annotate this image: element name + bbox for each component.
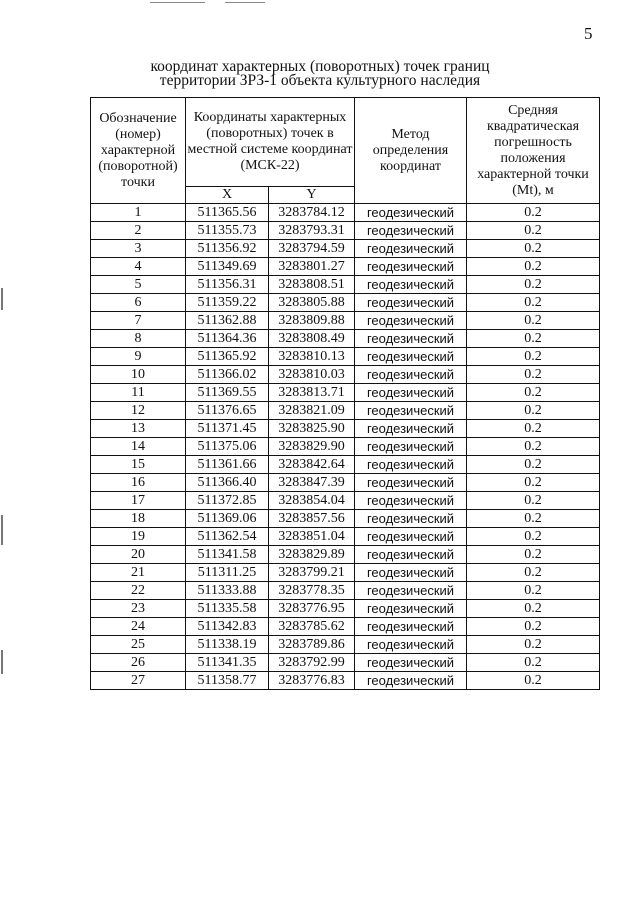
error-cell: 0.2 bbox=[467, 330, 600, 348]
x-coordinate-cell: 511366.02 bbox=[186, 366, 269, 384]
point-number-cell: 18 bbox=[91, 510, 186, 528]
method-cell: геодезический bbox=[355, 222, 467, 240]
method-cell: геодезический bbox=[355, 312, 467, 330]
error-cell: 0.2 bbox=[467, 312, 600, 330]
error-cell: 0.2 bbox=[467, 474, 600, 492]
x-coordinate-cell: 511355.73 bbox=[186, 222, 269, 240]
point-number-cell: 1 bbox=[91, 204, 186, 222]
error-cell: 0.2 bbox=[467, 384, 600, 402]
y-coordinate-cell: 3283810.13 bbox=[269, 348, 355, 366]
point-number-cell: 8 bbox=[91, 330, 186, 348]
method-cell: геодезический bbox=[355, 672, 467, 690]
table-body bbox=[91, 204, 600, 690]
binding-mark bbox=[1, 288, 3, 310]
table-row bbox=[91, 600, 600, 618]
y-coordinate-cell: 3283809.88 bbox=[269, 312, 355, 330]
x-coordinate-cell: 511361.66 bbox=[186, 456, 269, 474]
binding-mark bbox=[1, 650, 3, 674]
x-coordinate-cell: 511341.58 bbox=[186, 546, 269, 564]
x-coordinate-cell: 511311.25 bbox=[186, 564, 269, 582]
error-cell: 0.2 bbox=[467, 528, 600, 546]
error-cell: 0.2 bbox=[467, 402, 600, 420]
header-y: Y bbox=[269, 187, 355, 204]
y-coordinate-cell: 3283776.83 bbox=[269, 672, 355, 690]
y-coordinate-cell: 3283821.09 bbox=[269, 402, 355, 420]
x-coordinate-cell: 511341.35 bbox=[186, 654, 269, 672]
x-coordinate-cell: 511362.54 bbox=[186, 528, 269, 546]
x-coordinate-cell: 511365.92 bbox=[186, 348, 269, 366]
y-coordinate-cell: 3283829.89 bbox=[269, 546, 355, 564]
scan-artifact-rule bbox=[225, 2, 265, 3]
point-number-cell: 24 bbox=[91, 618, 186, 636]
y-coordinate-cell: 3283847.39 bbox=[269, 474, 355, 492]
point-number-cell: 27 bbox=[91, 672, 186, 690]
binding-mark bbox=[1, 515, 3, 545]
page-title bbox=[0, 60, 640, 88]
y-coordinate-cell: 3283808.49 bbox=[269, 330, 355, 348]
point-number-cell: 13 bbox=[91, 420, 186, 438]
y-coordinate-cell: 3283793.31 bbox=[269, 222, 355, 240]
x-coordinate-cell: 511365.56 bbox=[186, 204, 269, 222]
method-cell: геодезический bbox=[355, 510, 467, 528]
point-number-cell: 2 bbox=[91, 222, 186, 240]
method-cell: геодезический bbox=[355, 402, 467, 420]
y-coordinate-cell: 3283810.03 bbox=[269, 366, 355, 384]
table-row bbox=[91, 564, 600, 582]
title-line-1: координат характерных (поворотных) точек границ bbox=[150, 58, 490, 75]
method-cell: геодезический bbox=[355, 654, 467, 672]
table-row bbox=[91, 636, 600, 654]
error-cell: 0.2 bbox=[467, 582, 600, 600]
error-cell: 0.2 bbox=[467, 618, 600, 636]
error-cell: 0.2 bbox=[467, 564, 600, 582]
x-coordinate-cell: 511358.77 bbox=[186, 672, 269, 690]
table-row bbox=[91, 672, 600, 690]
table-row bbox=[91, 420, 600, 438]
point-number-cell: 19 bbox=[91, 528, 186, 546]
x-coordinate-cell: 511371.45 bbox=[186, 420, 269, 438]
table-row bbox=[91, 240, 600, 258]
y-coordinate-cell: 3283778.35 bbox=[269, 582, 355, 600]
y-coordinate-cell: 3283854.04 bbox=[269, 492, 355, 510]
point-number-cell: 14 bbox=[91, 438, 186, 456]
x-coordinate-cell: 511376.65 bbox=[186, 402, 269, 420]
error-cell: 0.2 bbox=[467, 240, 600, 258]
error-cell: 0.2 bbox=[467, 204, 600, 222]
header-error: Средняя квадратическая погрешность положения характерной точки (Mt), м bbox=[467, 98, 600, 204]
x-coordinate-cell: 511335.58 bbox=[186, 600, 269, 618]
error-cell: 0.2 bbox=[467, 366, 600, 384]
point-number-cell: 21 bbox=[91, 564, 186, 582]
x-coordinate-cell: 511369.55 bbox=[186, 384, 269, 402]
method-cell: геодезический bbox=[355, 420, 467, 438]
header-coordinates: Координаты характерных (поворотных) точек в местной системе координат (МСК-22) bbox=[186, 98, 355, 187]
header-x: X bbox=[186, 187, 269, 204]
point-number-cell: 22 bbox=[91, 582, 186, 600]
x-coordinate-cell: 511359.22 bbox=[186, 294, 269, 312]
table-row bbox=[91, 474, 600, 492]
x-coordinate-cell: 511356.31 bbox=[186, 276, 269, 294]
method-cell: геодезический bbox=[355, 330, 467, 348]
table-row bbox=[91, 654, 600, 672]
error-cell: 0.2 bbox=[467, 276, 600, 294]
page-number: 5 bbox=[584, 24, 593, 43]
x-coordinate-cell: 511338.19 bbox=[186, 636, 269, 654]
x-coordinate-cell: 511364.36 bbox=[186, 330, 269, 348]
point-number-cell: 4 bbox=[91, 258, 186, 276]
y-coordinate-cell: 3283808.51 bbox=[269, 276, 355, 294]
method-cell: геодезический bbox=[355, 240, 467, 258]
y-coordinate-cell: 3283794.59 bbox=[269, 240, 355, 258]
table-row bbox=[91, 510, 600, 528]
error-cell: 0.2 bbox=[467, 294, 600, 312]
method-cell: геодезический bbox=[355, 366, 467, 384]
error-cell: 0.2 bbox=[467, 636, 600, 654]
table-row bbox=[91, 330, 600, 348]
header-method: Метод определения координат bbox=[355, 98, 467, 204]
point-number-cell: 11 bbox=[91, 384, 186, 402]
error-cell: 0.2 bbox=[467, 420, 600, 438]
error-cell: 0.2 bbox=[467, 258, 600, 276]
scan-artifact-rule bbox=[150, 2, 205, 3]
table-row bbox=[91, 348, 600, 366]
x-coordinate-cell: 511362.88 bbox=[186, 312, 269, 330]
error-cell: 0.2 bbox=[467, 438, 600, 456]
y-coordinate-cell: 3283829.90 bbox=[269, 438, 355, 456]
table-row bbox=[91, 618, 600, 636]
x-coordinate-cell: 511356.92 bbox=[186, 240, 269, 258]
point-number-cell: 5 bbox=[91, 276, 186, 294]
x-coordinate-cell: 511349.69 bbox=[186, 258, 269, 276]
error-cell: 0.2 bbox=[467, 456, 600, 474]
table-row bbox=[91, 294, 600, 312]
point-number-cell: 9 bbox=[91, 348, 186, 366]
method-cell: геодезический bbox=[355, 294, 467, 312]
table-row bbox=[91, 402, 600, 420]
method-cell: геодезический bbox=[355, 618, 467, 636]
method-cell: геодезический bbox=[355, 348, 467, 366]
point-number-cell: 20 bbox=[91, 546, 186, 564]
table-row bbox=[91, 438, 600, 456]
x-coordinate-cell: 511366.40 bbox=[186, 474, 269, 492]
coordinates-table bbox=[90, 97, 600, 690]
y-coordinate-cell: 3283857.56 bbox=[269, 510, 355, 528]
method-cell: геодезический bbox=[355, 492, 467, 510]
y-coordinate-cell: 3283805.88 bbox=[269, 294, 355, 312]
method-cell: геодезический bbox=[355, 258, 467, 276]
table-row bbox=[91, 222, 600, 240]
method-cell: геодезический bbox=[355, 600, 467, 618]
x-coordinate-cell: 511372.85 bbox=[186, 492, 269, 510]
y-coordinate-cell: 3283776.95 bbox=[269, 600, 355, 618]
error-cell: 0.2 bbox=[467, 546, 600, 564]
y-coordinate-cell: 3283842.64 bbox=[269, 456, 355, 474]
table-row bbox=[91, 456, 600, 474]
point-number-cell: 3 bbox=[91, 240, 186, 258]
x-coordinate-cell: 511342.83 bbox=[186, 618, 269, 636]
method-cell: геодезический bbox=[355, 276, 467, 294]
method-cell: геодезический bbox=[355, 528, 467, 546]
method-cell: геодезический bbox=[355, 384, 467, 402]
x-coordinate-cell: 511369.06 bbox=[186, 510, 269, 528]
method-cell: геодезический bbox=[355, 564, 467, 582]
y-coordinate-cell: 3283799.21 bbox=[269, 564, 355, 582]
error-cell: 0.2 bbox=[467, 222, 600, 240]
point-number-cell: 6 bbox=[91, 294, 186, 312]
point-number-cell: 25 bbox=[91, 636, 186, 654]
y-coordinate-cell: 3283851.04 bbox=[269, 528, 355, 546]
point-number-cell: 17 bbox=[91, 492, 186, 510]
error-cell: 0.2 bbox=[467, 654, 600, 672]
table-row bbox=[91, 546, 600, 564]
point-number-cell: 23 bbox=[91, 600, 186, 618]
error-cell: 0.2 bbox=[467, 492, 600, 510]
y-coordinate-cell: 3283825.90 bbox=[269, 420, 355, 438]
table-row bbox=[91, 276, 600, 294]
point-number-cell: 26 bbox=[91, 654, 186, 672]
error-cell: 0.2 bbox=[467, 510, 600, 528]
table-row bbox=[91, 528, 600, 546]
method-cell: геодезический bbox=[355, 456, 467, 474]
table-row bbox=[91, 582, 600, 600]
method-cell: геодезический bbox=[355, 438, 467, 456]
table-row bbox=[91, 366, 600, 384]
method-cell: геодезический bbox=[355, 204, 467, 222]
table-row bbox=[91, 258, 600, 276]
x-coordinate-cell: 511333.88 bbox=[186, 582, 269, 600]
method-cell: геодезический bbox=[355, 582, 467, 600]
y-coordinate-cell: 3283784.12 bbox=[269, 204, 355, 222]
table-row bbox=[91, 204, 600, 222]
method-cell: геодезический bbox=[355, 636, 467, 654]
y-coordinate-cell: 3283785.62 bbox=[269, 618, 355, 636]
title-line-2: территории ЗРЗ-1 объекта культурного наследия bbox=[159, 72, 481, 89]
method-cell: геодезический bbox=[355, 546, 467, 564]
error-cell: 0.2 bbox=[467, 348, 600, 366]
error-cell: 0.2 bbox=[467, 600, 600, 618]
y-coordinate-cell: 3283813.71 bbox=[269, 384, 355, 402]
point-number-cell: 7 bbox=[91, 312, 186, 330]
point-number-cell: 12 bbox=[91, 402, 186, 420]
table-row bbox=[91, 492, 600, 510]
method-cell: геодезический bbox=[355, 474, 467, 492]
error-cell: 0.2 bbox=[467, 672, 600, 690]
table-row bbox=[91, 312, 600, 330]
y-coordinate-cell: 3283789.86 bbox=[269, 636, 355, 654]
point-number-cell: 15 bbox=[91, 456, 186, 474]
x-coordinate-cell: 511375.06 bbox=[186, 438, 269, 456]
table-row bbox=[91, 384, 600, 402]
y-coordinate-cell: 3283792.99 bbox=[269, 654, 355, 672]
point-number-cell: 16 bbox=[91, 474, 186, 492]
y-coordinate-cell: 3283801.27 bbox=[269, 258, 355, 276]
point-number-cell: 10 bbox=[91, 366, 186, 384]
header-point-number: Обозначение (номер) характерной (поворотной) точки bbox=[91, 98, 186, 204]
